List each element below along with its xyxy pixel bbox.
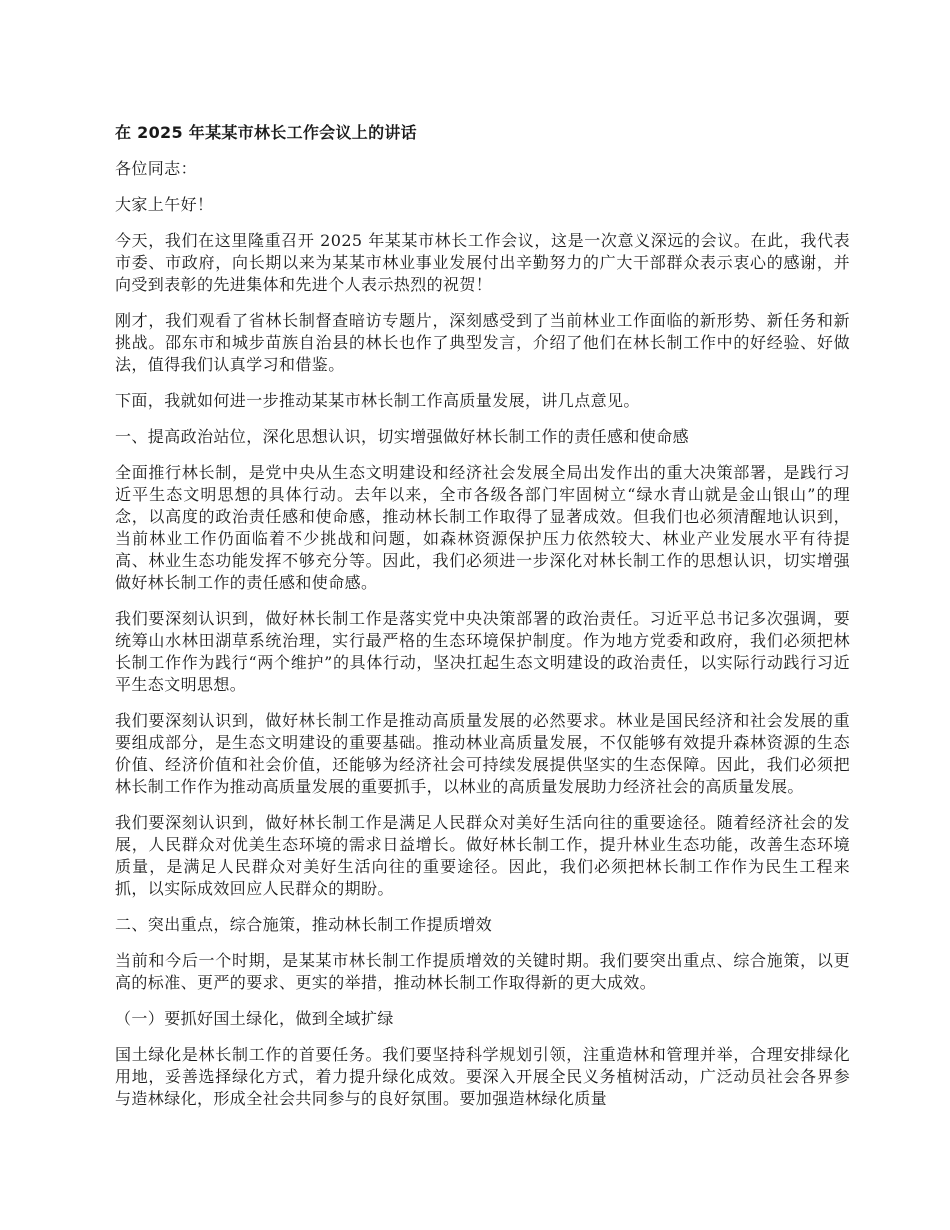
section-heading-1: 一、提高政治站位，深化思想认识，切实增强做好林长制工作的责任感和使命感: [115, 427, 690, 446]
paragraph-body: 当前和今后一个时期，是某某市林长制工作提质增效的关键时期。我们要突出重点、综合施策，以更高的标准、更严的要求、更实的举措，推动林长制工作取得新的更大成效。: [115, 951, 850, 992]
salutation: 大家上午好！: [115, 195, 214, 214]
section-heading-2: 二、突出重点，综合施策，推动林长制工作提质增效: [115, 915, 493, 934]
subsection-heading-1: （一）要抓好国土绿化，做到全域扩绿: [115, 1009, 394, 1028]
paragraph-body: 国土绿化是林长制工作的首要任务。我们要坚持科学规划引领，注重造林和管理并举，合理安排绿化用地，妥善选择绿化方式，着力提升绿化成效。要深入开展全民义务植树活动，广泛动员社会各界参与造林绿化，形成全社会共同参与的良好氛围。要加强造林绿化质量: [115, 1045, 850, 1108]
paragraph-body: 我们要深刻认识到，做好林长制工作是推动高质量发展的必然要求。林业是国民经济和社会发展的重要组成部分，是生态文明建设的重要基础。推动林业高质量发展，不仅能够有效提升森林资源的生态价值、经济价值和社会价值，还能够为经济社会可持续发展提供坚实的生态保障。因此，我们必须把林长制工作作为推动高质量发展的重要抓手，以林业的高质量发展助力经济社会的高质量发展。: [115, 711, 850, 796]
document-page: [115, 122, 850, 1124]
paragraph-opening: 今天，我们在这里隆重召开 2025 年某某市林长工作会议，这是一次意义深远的会议。在此，我代表市委、市政府，向长期以来为某某市林业事业发展付出辛勤努力的广大干部群众表示衷心的感谢，并向受到表彰的先进集体和先进个人表示热烈的祝贺！: [115, 231, 850, 294]
greeting: 各位同志：: [115, 159, 198, 178]
paragraph-body: 我们要深刻认识到，做好林长制工作是满足人民群众对美好生活向往的重要途径。随着经济社会的发展，人民群众对优美生态环境的需求日益增长。做好林长制工作，提升林业生态功能，改善生态环境质量，是满足人民群众对美好生活向往的重要途径。因此，我们必须把林长制工作作为民生工程来抓，以实际成效回应人民群众的期盼。: [115, 813, 850, 898]
paragraph-body: 全面推行林长制，是党中央从生态文明建设和经济社会发展全局出发作出的重大决策部署，是践行习近平生态文明思想的具体行动。去年以来，全市各级各部门牢固树立“绿水青山就是金山银山”的理念，以高度的政治责任感和使命感，推动林长制工作取得了显著成效。但我们也必须清醒地认识到，当前林业工作仍面临着不少挑战和问题，如森林资源保护压力依然较大、林业产业发展水平有待提高、林业生态功能发挥不够充分等。因此，我们必须进一步深化对林长制工作的思想认识，切实增强做好林长制工作的责任感和使命感。: [115, 463, 850, 592]
paragraph-body: 我们要深刻认识到，做好林长制工作是落实党中央决策部署的政治责任。习近平总书记多次强调，要统筹山水林田湖草系统治理，实行最严格的生态环境保护制度。作为地方党委和政府，我们必须把林长制工作作为践行“两个维护”的具体行动，坚决扛起生态文明建设的政治责任，以实际行动践行习近平生态文明思想。: [115, 609, 850, 694]
paragraph-review: 刚才，我们观看了省林长制督查暗访专题片，深刻感受到了当前林业工作面临的新形势、新任务和新挑战。邵东市和城步苗族自治县的林长也作了典型发言，介绍了他们在林长制工作中的好经验、好做法，值得我们认真学习和借鉴。: [115, 311, 850, 374]
document-title: 在 2025 年某某市林长工作会议上的讲话: [115, 123, 417, 142]
paragraph-intro: 下面，我就如何进一步推动某某市林长制工作高质量发展，讲几点意见。: [115, 391, 640, 410]
